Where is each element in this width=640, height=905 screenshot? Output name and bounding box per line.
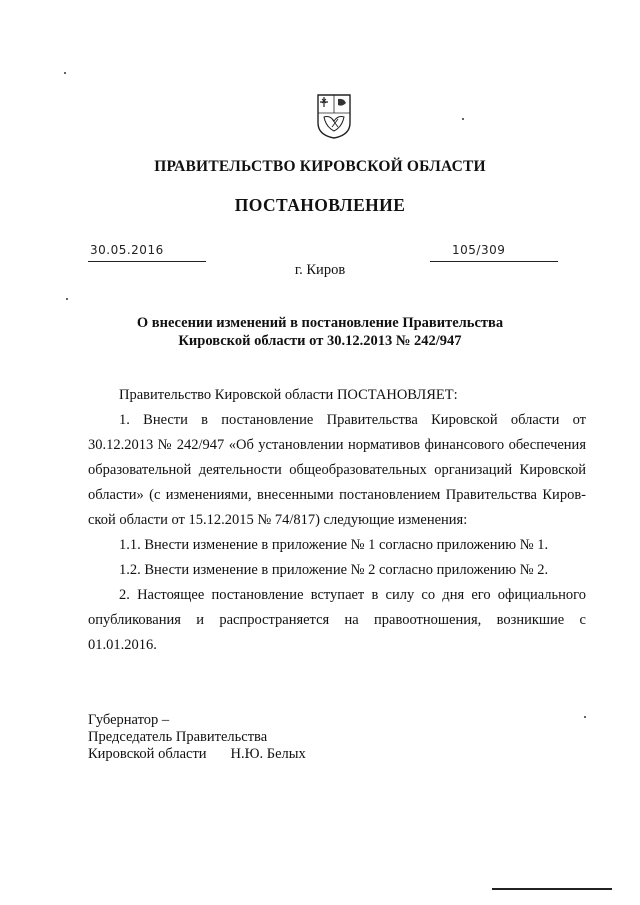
signature-title-3 [88, 746, 306, 763]
preamble: Правительство Кировской области ПОСТАНОВЛЯЕТ: [119, 387, 458, 403]
document-number [430, 243, 558, 262]
scan-speck [66, 298, 68, 300]
document-date-value: 30.05.2016 [90, 243, 164, 257]
signature-title-2: Председатель Правительства [88, 729, 268, 745]
clause-1-1: 1.1. Внести изменение в приложение № 1 согласно приложению № 1. [119, 537, 549, 553]
document-type: ПОСТАНОВЛЕНИЕ [234, 195, 406, 215]
document-body [88, 383, 586, 658]
clause-2: 2. Настоящее постановление вступает в силу со дня его официального опубликования и распространяется на правоотношения, возникшие с 01.01.2016. [88, 587, 586, 653]
document-number-value: 105/309 [452, 243, 506, 257]
clause-1-2: 1.2. Внести изменение в приложение № 2 согласно приложению № 2. [119, 562, 549, 578]
signature-name: Н.Ю. Белых [230, 746, 306, 762]
kirov-coat-of-arms-icon [316, 93, 352, 139]
subject-line-1: О внесении изменений в постановление Правительства [136, 315, 504, 331]
signature-title-1: Губернатор – [88, 712, 170, 728]
city: г. Киров [294, 262, 346, 278]
scan-speck [584, 716, 586, 718]
scan-speck [462, 118, 464, 120]
government-title: ПРАВИТЕЛЬСТВО КИРОВСКОЙ ОБЛАСТИ [154, 158, 486, 175]
subject-line-2: Кировской области от 30.12.2013 № 242/947 [178, 333, 462, 349]
signature-block [88, 712, 306, 763]
signature-region: Кировской области [88, 746, 207, 762]
clause-1: 1. Внести в постановление Правительства Кировской области от 30.12.2013 № 242/947 «Об установлении нормативов финансового обеспечения образовательной деятельности общеобразовательных организаций Кировской области» (с изменениями, внесенными постановлением Правительства Киров-ской области от 15.12.2015 № 74/817) следующие изменения: [88, 412, 586, 528]
document-date [88, 243, 206, 262]
document-subject [0, 314, 640, 350]
bottom-rule [492, 888, 612, 890]
scan-speck [64, 72, 66, 74]
